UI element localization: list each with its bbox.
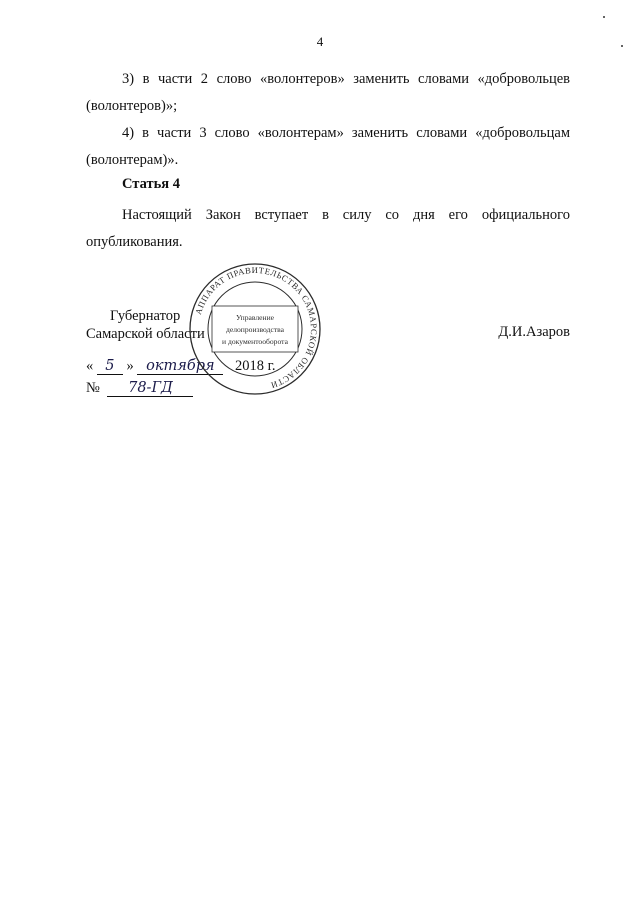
article-heading: Статья 4 bbox=[122, 176, 180, 192]
paragraph-item-4-line1: 4) в части 3 слово «волонтерам» заменить словами «добровольцам bbox=[122, 125, 570, 141]
article-text-cont bbox=[86, 229, 570, 256]
paragraph-item-3-line2: (волонтеров)»; bbox=[86, 98, 178, 114]
date-close-quote: » bbox=[126, 358, 134, 374]
date-year: 2018 г. bbox=[235, 358, 276, 374]
page-number: 4 bbox=[316, 34, 324, 49]
paragraph-item-3-cont bbox=[86, 93, 570, 120]
article-text-line2: опубликования. bbox=[86, 234, 183, 250]
date-month: октября bbox=[137, 358, 223, 375]
paragraph-item-3-line1: 3) в части 2 слово «волонтеров» заменить словами «добровольцев bbox=[122, 71, 570, 87]
signature-role-line1: Губернатор bbox=[110, 308, 181, 324]
seal-inner-line3: и документооборота bbox=[222, 337, 288, 346]
scan-speck bbox=[603, 16, 605, 18]
signature-role-line2: Самарской области bbox=[86, 326, 205, 342]
paragraph-item-4 bbox=[86, 120, 570, 147]
seal-outer-text: АППАРАТ ПРАВИТЕЛЬСТВА САМАРСКОЙ ОБЛАСТИ bbox=[193, 264, 320, 391]
date-day: 5 bbox=[97, 358, 123, 375]
scan-speck bbox=[621, 45, 623, 47]
signature-name: Д.И.Азаров bbox=[498, 324, 570, 340]
seal-inner-line1: Управление bbox=[235, 313, 275, 322]
paragraph-item-3 bbox=[86, 66, 570, 93]
article-text-line1: Настоящий Закон вступает в силу со дня его официального bbox=[122, 207, 570, 223]
number-line bbox=[86, 380, 193, 397]
paragraph-item-4-cont bbox=[86, 147, 570, 174]
date-open-quote: « bbox=[86, 358, 94, 374]
seal-inner-line2: делопроизводства bbox=[225, 325, 285, 334]
official-seal bbox=[188, 262, 322, 396]
paragraph-item-4-line2: (волонтерам)». bbox=[86, 152, 179, 168]
article-text bbox=[86, 202, 570, 229]
number-value: 78-ГД bbox=[107, 380, 193, 397]
number-label: № bbox=[86, 380, 100, 396]
